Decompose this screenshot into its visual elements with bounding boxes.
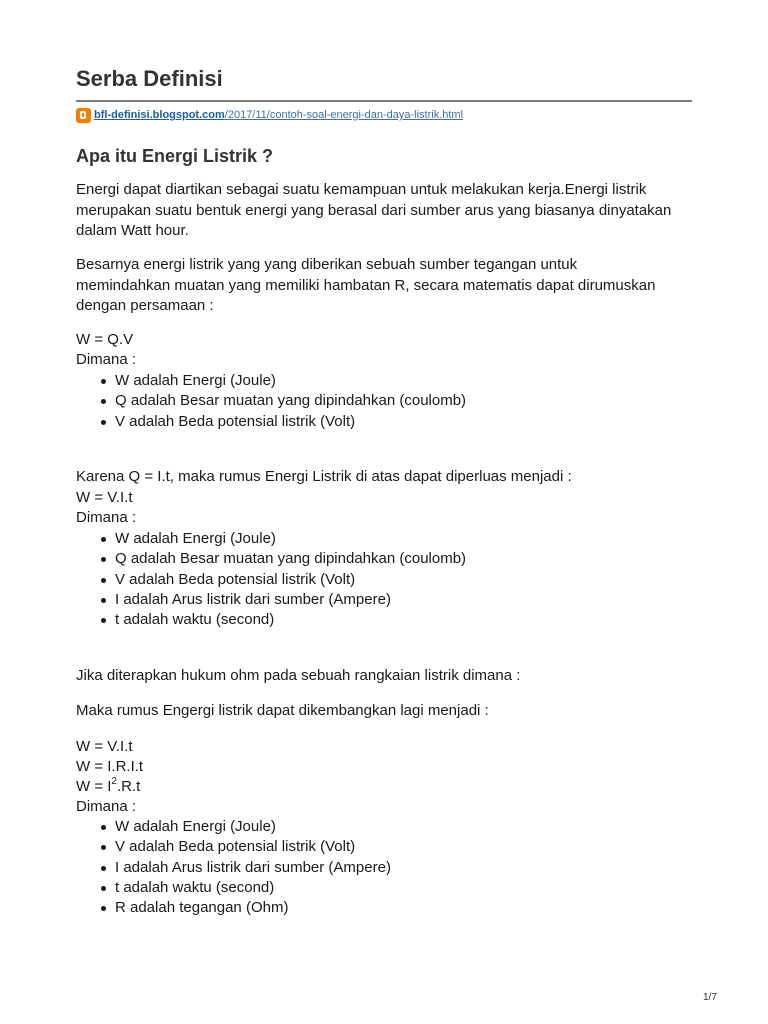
list-item: W adalah Energi (Joule) [76, 529, 466, 549]
paragraph-line: Besarnya energi listrik yang yang diberikan sebuah sumber tegangan untuk [76, 256, 578, 273]
dimana-label: Dimana : [76, 509, 137, 526]
variable-list-3 [76, 817, 391, 918]
source-link[interactable] [76, 106, 463, 124]
blogger-icon [76, 108, 91, 123]
dimana-label: Dimana : [76, 798, 137, 815]
article-heading: Apa itu Energi Listrik ? [76, 146, 274, 166]
variable-list-2 [76, 529, 466, 630]
formula-exponent: 2 [111, 776, 117, 787]
paragraph-line: Energi dapat diartikan sebagai suatu kemampuan untuk melakukan kerja.Energi listrik [76, 181, 647, 198]
list-item: V adalah Beda potensial listrik (Volt) [76, 570, 466, 590]
list-item: V adalah Beda potensial listrik (Volt) [76, 412, 466, 432]
formula-w-irit: W = I.R.I.t [76, 758, 144, 775]
page-number: 1/7 [703, 992, 717, 1003]
paragraph-hukum-ohm: Jika diterapkan hukum ohm pada sebuah rangkaian listrik dimana : [76, 667, 521, 684]
list-item: W adalah Energi (Joule) [76, 817, 391, 837]
source-url-path[interactable]: /2017/11/contoh-soal-energi-dan-daya-listrik.html [224, 109, 464, 121]
dimana-label: Dimana : [76, 351, 137, 368]
paragraph-line: merupakan suatu bentuk energi yang berasal dari sumber arus yang biasanya dinyatakan [76, 201, 672, 219]
formula-part: .R.t [116, 778, 141, 795]
list-item: t adalah waktu (second) [76, 610, 466, 630]
formula-w-vit-2: W = V.I.t [76, 738, 133, 755]
list-item: Q adalah Besar muatan yang dipindahkan (coulomb) [76, 391, 466, 411]
list-item: V adalah Beda potensial listrik (Volt) [76, 837, 391, 857]
list-item: I adalah Arus listrik dari sumber (Ampere) [76, 590, 466, 610]
list-item: R adalah tegangan (Ohm) [76, 898, 391, 918]
title-divider [76, 100, 692, 102]
formula-w-i2rt [76, 777, 140, 798]
paragraph-karena: Karena Q = I.t, maka rumus Energi Listrik di atas dapat diperluas menjadi : [76, 468, 572, 485]
formula-w-qv: W = Q.V [76, 331, 134, 348]
site-title: Serba Definisi [76, 66, 223, 91]
paragraph-energi-amount [76, 255, 692, 317]
variable-list-1 [76, 371, 466, 432]
paragraph-energi-definition [76, 180, 692, 242]
list-item: Q adalah Besar muatan yang dipindahkan (coulomb) [76, 549, 466, 569]
formula-part: W = I [76, 778, 112, 795]
paragraph-line: dengan persamaan : [76, 297, 214, 314]
paragraph-line: memindahkan muatan yang memiliki hambatan R, secara matematis dapat dirumuskan [76, 276, 656, 294]
formula-w-vit: W = V.I.t [76, 489, 133, 506]
list-item: t adalah waktu (second) [76, 878, 391, 898]
paragraph-maka-rumus: Maka rumus Engergi listrik dapat dikembangkan lagi menjadi : [76, 702, 489, 719]
list-item: I adalah Arus listrik dari sumber (Ampere) [76, 858, 391, 878]
paragraph-line: dalam Watt hour. [76, 222, 189, 239]
list-item: W adalah Energi (Joule) [76, 371, 466, 391]
source-url-domain[interactable]: bfl-definisi.blogspot.com [94, 109, 225, 121]
